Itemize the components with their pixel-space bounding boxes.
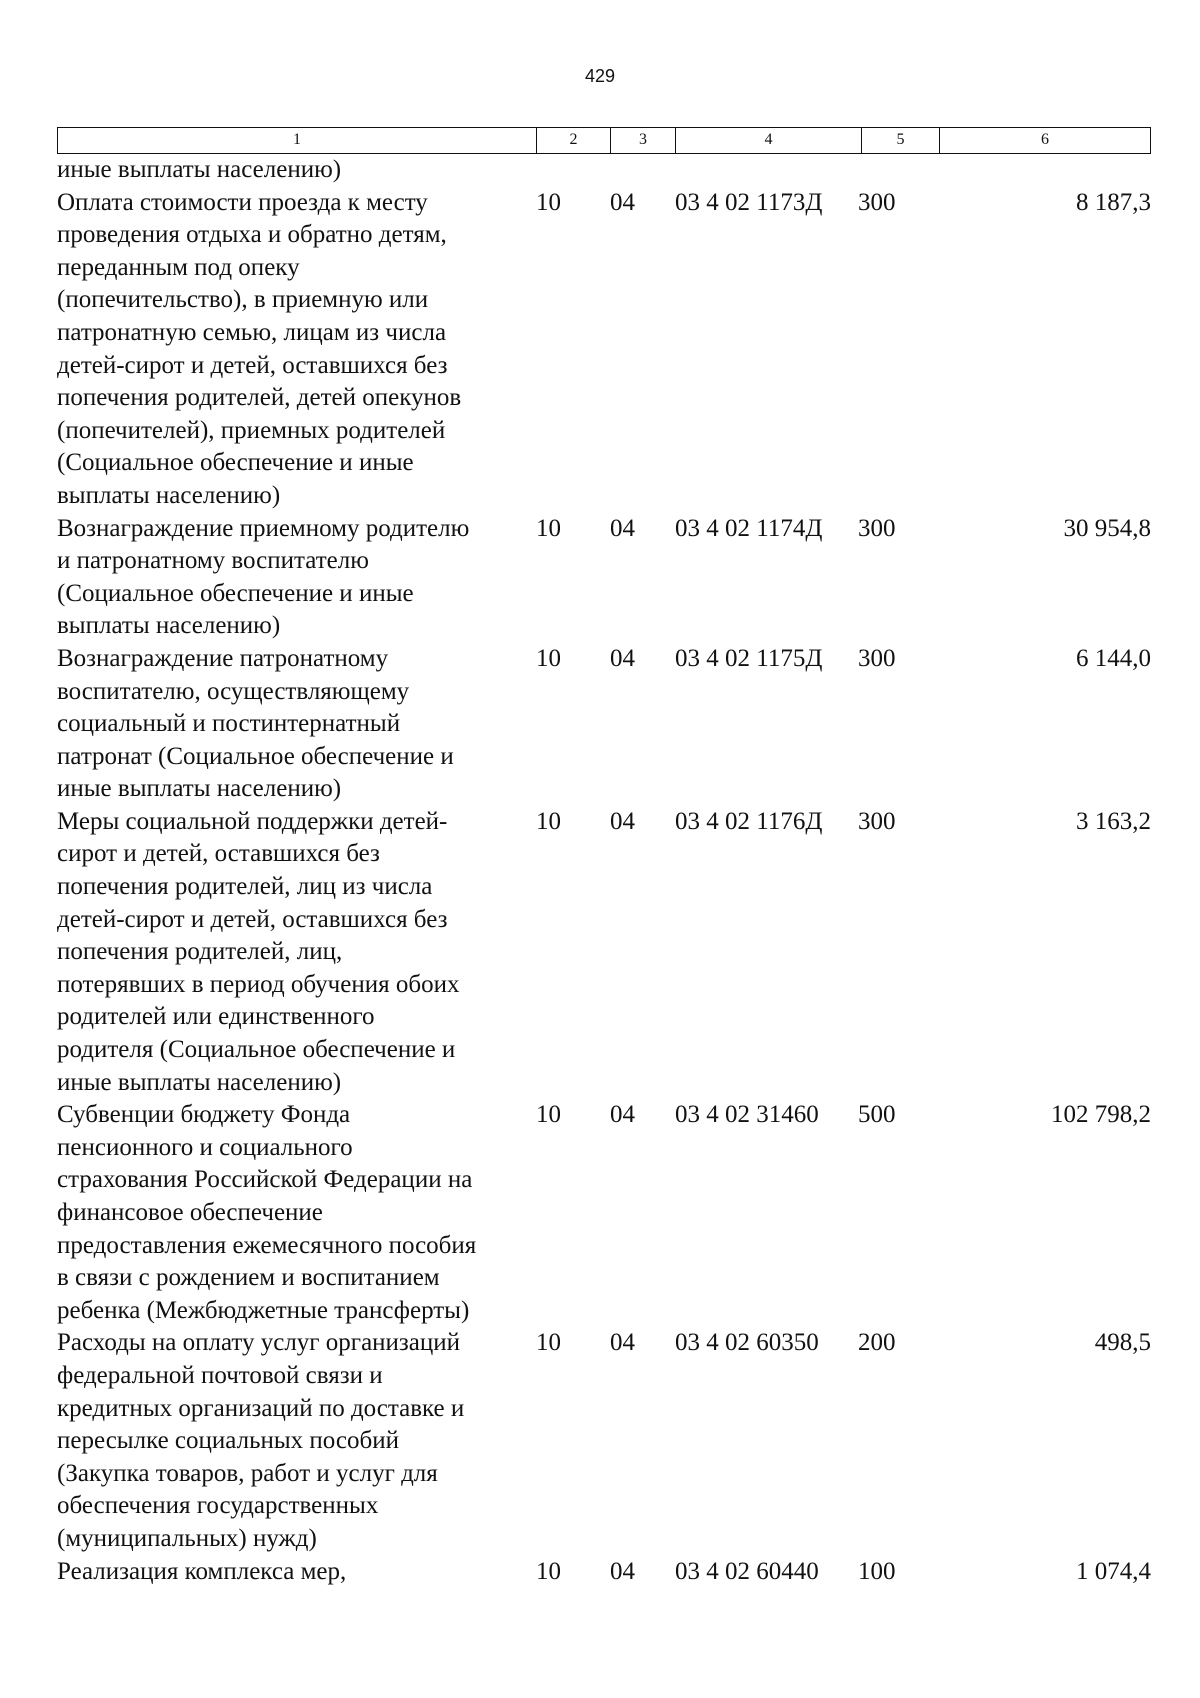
row-target-code: 03 4 02 1174Д xyxy=(675,514,823,542)
table-body xyxy=(57,154,1151,1588)
row-amount: 30 954,8 xyxy=(1063,514,1151,542)
header-col-5: 5 xyxy=(862,128,940,153)
row-description: Расходы на оплату услуг организаций федеральной почтовой связи и кредитных организаций по доставке и пересылке социальных пособий (Закупка товаров, работ и услуг для обеспечения государственных (муниципальных) нужд) xyxy=(57,1329,465,1552)
row-description: Реализация комплекса мер, xyxy=(57,1557,347,1585)
row-amount: 102 798,2 xyxy=(1051,1101,1151,1129)
table-row xyxy=(57,1327,1151,1555)
row-expense-type: 300 xyxy=(858,514,896,542)
row-description: Вознаграждение патронатному воспитателю, осуществляющему социальный и постинтернатный патронат (Социальное обеспечение и иные выплаты населению) xyxy=(57,644,454,803)
row-description: Оплата стоимости проезда к месту проведения отдыха и обратно детям, переданным под опеку (попечительство), в приемную или патронатную семью, лицам из числа детей-сирот и детей, оставшихся без попечения родителей, детей опекунов (попечителей), приемных родителей (Социальное обеспечение и иные выплаты населению) xyxy=(57,188,462,509)
row-subsection: 04 xyxy=(610,644,635,672)
row-amount: 1 074,4 xyxy=(1076,1557,1151,1585)
row-description: Вознаграждение приемному родителю и патронатному воспитателю (Социальное обеспечение и иные выплаты населению) xyxy=(57,514,470,640)
header-col-4: 4 xyxy=(676,128,862,153)
row-description: Меры социальной поддержки детей- сирот и детей, оставшихся без попечения родителей, лиц из числа детей-сирот и детей, оставшихся без попечения родителей, лиц, потерявших в период обучения обоих родителей или единственного родителя (Социальное обеспечение и иные выплаты населению) xyxy=(57,807,460,1096)
row-target-code: 03 4 02 1175Д xyxy=(675,644,823,672)
row-target-code: 03 4 02 60440 xyxy=(675,1557,819,1585)
header-col-3: 3 xyxy=(611,128,676,153)
row-section: 10 xyxy=(536,1101,561,1129)
row-target-code: 03 4 02 31460 xyxy=(675,1101,819,1129)
header-col-1: 1 xyxy=(58,128,537,153)
row-description: иные выплаты населению) xyxy=(57,156,342,183)
table-header xyxy=(57,127,1151,154)
table-row xyxy=(57,806,1151,1099)
table-row xyxy=(57,154,1151,187)
row-subsection: 04 xyxy=(610,1329,635,1357)
row-expense-type: 300 xyxy=(858,644,896,672)
row-section: 10 xyxy=(536,514,561,542)
row-section: 10 xyxy=(536,644,561,672)
table-row xyxy=(57,513,1151,643)
page-number: 429 xyxy=(584,66,616,86)
row-target-code: 03 4 02 60350 xyxy=(675,1329,819,1357)
row-subsection: 04 xyxy=(610,514,635,542)
row-amount: 3 163,2 xyxy=(1076,807,1151,835)
row-expense-type: 200 xyxy=(858,1329,896,1357)
row-amount: 8 187,3 xyxy=(1076,188,1151,216)
table-row xyxy=(57,1099,1151,1327)
row-expense-type: 300 xyxy=(858,807,896,835)
row-subsection: 04 xyxy=(610,188,635,216)
header-col-2: 2 xyxy=(537,128,611,153)
row-section: 10 xyxy=(536,807,561,835)
table-row xyxy=(57,187,1151,513)
row-expense-type: 300 xyxy=(858,188,896,216)
row-section: 10 xyxy=(536,188,561,216)
row-description: Субвенции бюджету Фонда пенсионного и социального страхования Российской Федерации на финансовое обеспечение предоставления ежемесячного пособия в связи с рождением и воспитанием ребенка (Межбюджетные трансферты) xyxy=(57,1101,477,1324)
table-row xyxy=(57,1556,1151,1589)
table-row xyxy=(57,643,1151,806)
row-target-code: 03 4 02 1176Д xyxy=(675,807,823,835)
row-amount: 498,5 xyxy=(1094,1329,1151,1357)
row-section: 10 xyxy=(536,1329,561,1357)
row-amount: 6 144,0 xyxy=(1076,644,1151,672)
row-subsection: 04 xyxy=(610,807,635,835)
row-target-code: 03 4 02 1173Д xyxy=(675,188,823,216)
row-expense-type: 100 xyxy=(858,1557,896,1585)
header-col-6: 6 xyxy=(1041,131,1049,148)
row-subsection: 04 xyxy=(610,1557,635,1585)
row-section: 10 xyxy=(536,1557,561,1585)
row-expense-type: 500 xyxy=(858,1101,896,1129)
row-subsection: 04 xyxy=(610,1101,635,1129)
